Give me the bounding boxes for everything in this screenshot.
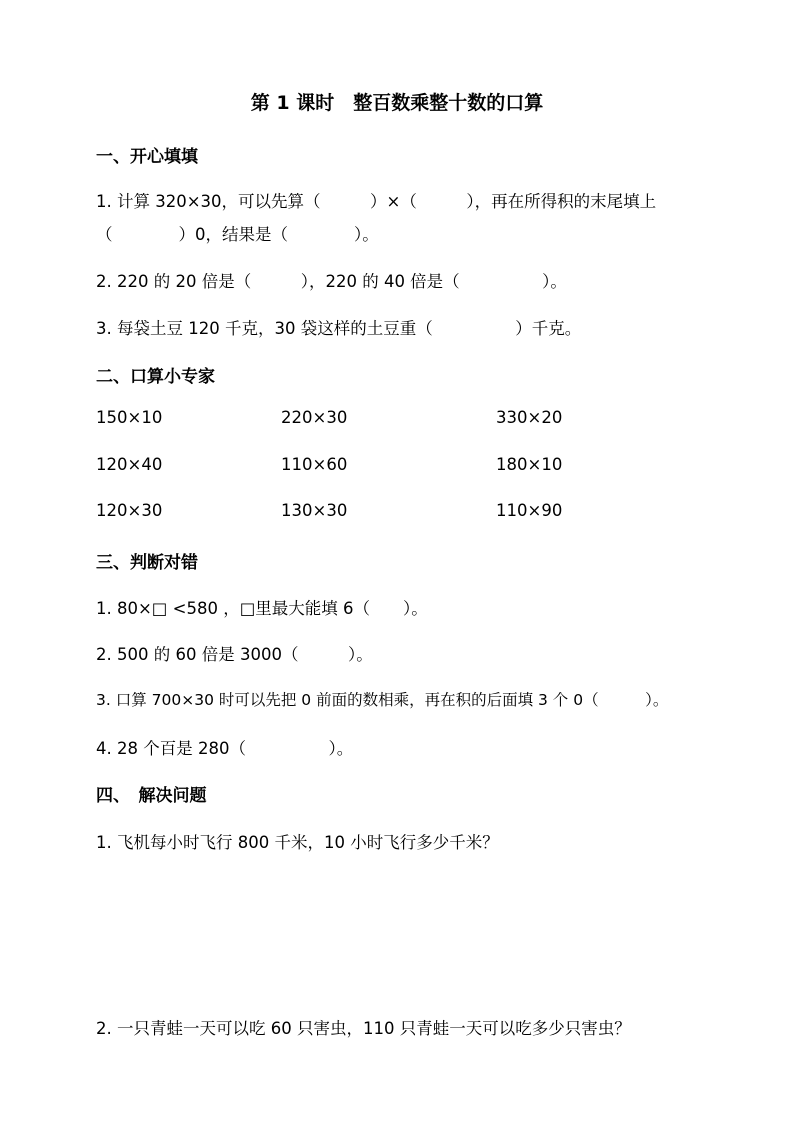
calc-item: 180×10 (496, 455, 563, 474)
question-3: 3. 每袋土豆 120 千克，30 袋这样的土豆重（ ）千克。 (96, 319, 582, 338)
word-problem-2: 2. 一只青蛙一天可以吃 60 只害虫，110 只青蛙一天可以吃多少只害虫？ (96, 1019, 631, 1038)
calc-item: 120×30 (96, 501, 163, 520)
judge-question-1: 1. 80×□ <580 ，□里最大能填 6（ ）。 (96, 599, 428, 618)
question-1-line-1: 1. 计算 320×30，可以先算（ ）×（ ），再在所得积的末尾填上 (96, 192, 657, 211)
calc-item: 330×20 (496, 408, 563, 427)
judge-question-2: 2. 500 的 60 倍是 3000（ ）。 (96, 645, 373, 664)
question-1-line-2: （ ）0，结果是（ ）。 (96, 225, 379, 244)
question-2: 2. 220 的 20 倍是（ ），220 的 40 倍是（ ）。 (96, 272, 567, 291)
calc-item: 130×30 (281, 501, 348, 520)
section-heading-true-false: 三、判断对错 (96, 553, 198, 573)
calc-item: 110×90 (496, 501, 563, 520)
word-problem-1: 1. 飞机每小时飞行 800 千米，10 小时飞行多少千米？ (96, 833, 499, 852)
calc-item: 120×40 (96, 455, 163, 474)
section-heading-fill-in: 一、开心填填 (96, 147, 198, 167)
judge-question-4: 4. 28 个百是 280（ ）。 (96, 739, 354, 758)
section-heading-mental-math: 二、口算小专家 (96, 367, 215, 387)
section-heading-problems: 四、 解决问题 (96, 786, 207, 806)
calc-item: 220×30 (281, 408, 348, 427)
judge-question-3: 3. 口算 700×30 时可以先把 0 前面的数相乘，再在积的后面填 3 个 0（ ）。 (96, 691, 669, 709)
calc-item: 150×10 (96, 408, 163, 427)
page-title: 第 1 课时 整百数乘整十数的口算 (250, 92, 544, 114)
calc-item: 110×60 (281, 455, 348, 474)
